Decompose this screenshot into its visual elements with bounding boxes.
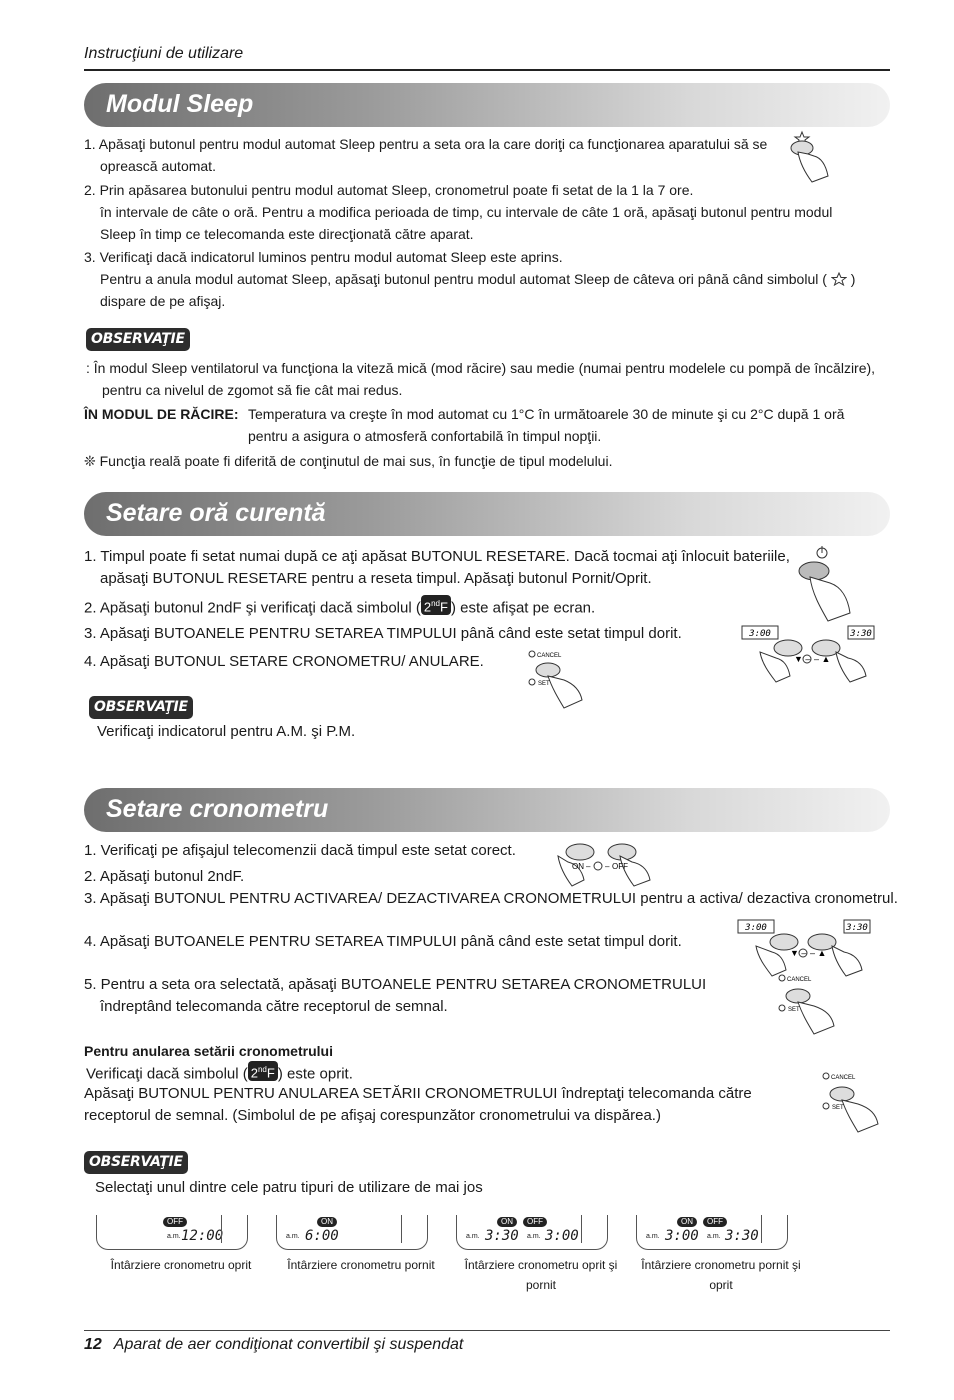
cancel-timer-line-1 — [86, 1061, 353, 1085]
display-off-on-timer — [456, 1215, 608, 1250]
clock-step-2-text-a: 2. Apăsaţi butonul 2ndF şi verificaţi dacă simbolul ( — [84, 599, 421, 617]
section-title-timer: Setare cronometru — [106, 795, 329, 823]
timer-cancel-button-icon — [820, 1068, 882, 1134]
footer-rule — [84, 1330, 890, 1331]
footer-text: Aparat de aer condiţionat convertibil şi suspendat — [113, 1336, 464, 1353]
timer-set-text-2: SET — [832, 1105, 844, 1111]
display-caption: Întârziere cronometru oprit — [110, 1258, 252, 1272]
timer-note: Selectaţi unul dintre cele patru tipuri de utilizare de mai jos — [95, 1179, 483, 1196]
display-off-timer — [96, 1215, 248, 1250]
sleep-step-2: 2. Prin apăsarea butonului pentru modul automat Sleep, cronometrul poate fi setat de la 1 la 7 ore. — [84, 182, 694, 198]
display-am: a.m. — [167, 1233, 181, 1240]
section-band-clock — [84, 492, 890, 536]
timer-onoff-buttons-illustration — [556, 838, 656, 890]
svg-text:– ▲: – ▲ — [810, 948, 827, 958]
timer-step-3: 3. Apăsaţi BUTONUL PENTRU ACTIVAREA/ DEZACTIVAREA CRONOMETRULUI pentru a activa/ dezactiva cronometrul. — [84, 890, 898, 907]
display-am: a.m. — [646, 1233, 660, 1240]
cool-mode-text: Temperatura va creşte în mod automat cu 1°C în următoarele 30 de minute şi cu 2°C după 1 oră pentru a asigura o atmosferă confortabilă în timpul nopţii. — [248, 406, 845, 444]
display-divider — [761, 1215, 762, 1243]
svg-text:– ▲: – ▲ — [814, 654, 831, 664]
clock-note: Verificaţi indicatorul pentru A.M. şi P.M. — [97, 723, 356, 740]
display-pill: ON — [317, 1217, 337, 1227]
lcd-left-text: 3:00 — [749, 629, 771, 639]
cancel-text: CANCEL — [537, 653, 562, 659]
display-divider — [581, 1215, 582, 1243]
time-set-buttons-illustration — [740, 624, 876, 686]
timer-time-buttons-illustration — [736, 918, 872, 980]
display-pill: ON — [677, 1217, 697, 1227]
cancel-timer-title: Pentru anularea setării cronometrului — [84, 1043, 333, 1059]
timer-step-1: 1. Verificaţi pe afişajul telecomenzii dacă timpul este setat corect. — [84, 842, 516, 859]
set-text: SET — [538, 681, 550, 687]
display-am: a.m. — [527, 1233, 541, 1240]
sleep-step-3: 3. Verificaţi dacă indicatorul luminos pentru modul automat Sleep este aprins. — [84, 249, 563, 265]
timer-step-5: 5. Pentru a seta ora selectată, apăsaţi BUTOANELE PENTRU SETAREA CRONOMETRULUI îndreptând telecomanda către receptorul de semnal. — [84, 976, 707, 1015]
display-am: a.m. — [286, 1233, 300, 1240]
timer-cancel-text: CANCEL — [787, 977, 812, 983]
note-label-timer: OBSERVAŢIE — [84, 1151, 188, 1174]
clock-step-2 — [84, 595, 784, 619]
timer-off-text: OFF — [612, 862, 628, 871]
timer-step-2: 2. Apăsaţi butonul 2ndF. — [84, 868, 245, 885]
display-time: 12:00 — [181, 1228, 224, 1244]
sleep-step-3-detail — [100, 268, 890, 312]
display-time: 3:00 — [665, 1228, 699, 1244]
timer-step-4: 4. Apăsaţi BUTOANELE PENTRU SETAREA TIMPULUI până când este setat timpul dorit. — [84, 933, 682, 950]
sleep-star-icon — [831, 272, 847, 286]
display-caption: Întârziere cronometru oprit şi pornit — [464, 1258, 618, 1292]
display-caption: Întârziere cronometru pornit — [287, 1258, 435, 1272]
running-header: Instrucţiuni de utilizare — [84, 45, 244, 62]
timer-on-text: ON — [572, 862, 584, 871]
svg-text:▼ –: ▼ – — [790, 948, 807, 958]
cool-mode-label: ÎN MODUL DE RĂCIRE: — [84, 406, 239, 422]
timer-set-button-icon — [776, 972, 838, 1038]
cancel-timer-text-b: ) este oprit. — [277, 1065, 353, 1083]
cancel-timer-text-c: Apăsaţi BUTONUL PENTRU ANULAREA SETĂRII CRONOMETRULUI îndreptaţi telecomanda către receptorul de semnal. (Simbolul de pe afişaj corespunzător cronometrului va dispărea.) — [84, 1085, 752, 1124]
sleep-button-hand-icon — [788, 128, 834, 186]
2ndf-symbol-badge-2: 2ndF — [248, 1061, 278, 1081]
section-title-clock: Setare oră curentă — [106, 499, 326, 527]
section-title-sleep: Modul Sleep — [106, 90, 254, 118]
display-am: a.m. — [707, 1233, 721, 1240]
note-label-clock: OBSERVAŢIE — [89, 696, 193, 719]
clock-step-4: 4. Apăsaţi BUTONUL SETARE CRONOMETRU/ ANULARE. — [84, 653, 484, 670]
svg-text:–: – — [586, 862, 591, 871]
svg-text:▼ –: ▼ – — [794, 654, 811, 664]
timer-lcd-left-text: 3:00 — [745, 923, 767, 933]
clock-step-1: 1. Timpul poate fi setat numai după ce aţi apăsat BUTONUL RESETARE. Dacă tocmai aţi înlocuit bateriile, apăsaţi BUTONUL RESETARE pentru a reseta timpul. Apăsaţi butonul Pornit/Oprit. — [84, 548, 790, 587]
power-button-hand-icon — [792, 543, 856, 625]
display-on-off-timer — [636, 1215, 788, 1250]
footer — [84, 1336, 463, 1354]
2ndf-symbol-badge: 2ndF — [421, 595, 451, 615]
clock-step-2-text-b: ) este afişat pe ecran. — [450, 599, 596, 617]
display-time: 3:30 — [725, 1228, 759, 1244]
sleep-step-2-detail: în intervale de câte o oră. Pentru a modifica perioada de timp, cu intervale de câte 1 oră, apăsaţi butonul pentru modul Sleep în timp ce telecomanda este direcţionată către aparat. — [100, 204, 833, 242]
timer-set-text: SET — [788, 1007, 800, 1013]
display-pill: OFF — [163, 1217, 187, 1227]
page-number: 12 — [84, 1336, 102, 1353]
display-pill: OFF — [523, 1217, 547, 1227]
section-band-timer — [84, 788, 890, 832]
sleep-step-1: 1. Apăsaţi butonul pentru modul automat Sleep pentru a seta ora la care doriţi ca funcţionarea aparatului să se oprească automat. — [84, 136, 768, 174]
display-divider — [401, 1215, 402, 1243]
display-pill: OFF — [703, 1217, 727, 1227]
display-caption: Întârziere cronometru pornit şi oprit — [641, 1258, 801, 1292]
display-time: 3:00 — [545, 1228, 579, 1244]
clock-step-3: 3. Apăsaţi BUTOANELE PENTRU SETAREA TIMPULUI până când este setat timpul dorit. — [84, 625, 682, 642]
timer-lcd-right-text: 3:30 — [846, 923, 868, 933]
sleep-step-3-text-a: Pentru a anula modul automat Sleep, apăsaţi butonul pentru modul automat Sleep de câteva ori până când simbolul ( — [100, 271, 827, 287]
sleep-step-3-text-b: ) dispare de pe afişaj. — [100, 271, 856, 309]
section-band-sleep — [84, 83, 890, 127]
display-divider — [221, 1215, 222, 1243]
cancel-timer-text-a: Verificaţi dacă simbolul ( — [86, 1065, 248, 1083]
display-time: 3:30 — [485, 1228, 519, 1244]
header-rule — [84, 69, 890, 71]
display-on-timer — [276, 1215, 428, 1250]
display-time: 6:00 — [305, 1228, 339, 1244]
display-pill: ON — [497, 1217, 517, 1227]
display-am: a.m. — [466, 1233, 480, 1240]
timer-cancel-text-2: CANCEL — [831, 1075, 856, 1081]
note-label-sleep: OBSERVAŢIE — [86, 328, 190, 351]
timer-set-cancel-button-icon — [524, 648, 586, 710]
sleep-note-1: : În modul Sleep ventilatorul va funcţiona la viteză mică (mod răcire) sau medie (numai pentru modelele cu pompă de încălzire), pentru ca nivelul de zgomot să fie cât mai redus. — [86, 360, 876, 398]
sleep-note-3: ❊ Funcţia reală poate fi diferită de conţinutul de mai sus, în funcţie de tipul modelului. — [84, 453, 613, 469]
svg-text:–: – — [605, 862, 610, 871]
lcd-right-text: 3:30 — [850, 629, 872, 639]
